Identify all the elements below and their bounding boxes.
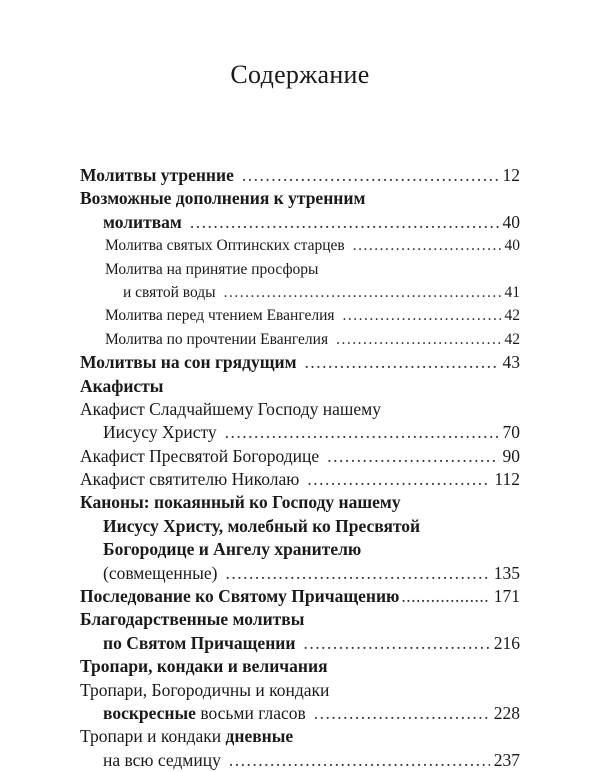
toc-entry-label: Акафист Сладчайшему Господу нашему	[80, 398, 381, 419]
toc-entry	[80, 281, 520, 304]
dot-leader	[327, 445, 498, 468]
toc-entry-label: восьми гласов	[195, 702, 306, 723]
toc-entry-label: Молитва святых Оптинских старцев	[105, 237, 345, 255]
dot-leader	[224, 281, 501, 304]
toc-entry-label: Молитва перед чтением Евангелия	[105, 307, 335, 325]
dot-leader	[190, 211, 499, 234]
toc-page-number: 40	[504, 237, 520, 255]
toc-entry	[80, 398, 520, 421]
toc-entry	[80, 655, 520, 678]
dot-leader	[314, 702, 490, 725]
toc-entry-label: Тропари, Богородичны и кондаки	[80, 679, 330, 700]
dot-leader	[229, 749, 490, 772]
toc-entry	[80, 725, 520, 748]
toc-entry	[80, 211, 520, 234]
toc-entry-label: Богородице и Ангелу хранителю	[103, 539, 362, 560]
page-title: Содержание	[230, 60, 370, 89]
dot-leader	[225, 421, 499, 444]
toc-entry-label: Молитвы утренние	[80, 165, 234, 185]
toc-page-number: 90	[502, 445, 520, 466]
toc-page-number: 42	[504, 330, 520, 348]
dot-leader	[303, 632, 489, 655]
table-of-contents	[80, 164, 520, 772]
toc-entry-label: дневные	[225, 726, 294, 747]
dot-leader	[401, 585, 489, 608]
toc-entry	[80, 749, 520, 772]
toc-entry	[80, 491, 520, 514]
toc-entry-label: по Святом Причащении	[103, 632, 296, 653]
toc-page-number: 40	[502, 211, 520, 232]
toc-entry	[80, 375, 520, 398]
toc-entry-label: Последование ко Святому Причащению	[80, 586, 400, 607]
toc-entry-label: Тропари, кондаки и величания	[80, 656, 328, 677]
toc-entry	[80, 187, 520, 210]
toc-page-number: 171	[493, 586, 520, 607]
toc-entry-label: Каноны: покаянный ко Господу нашему	[80, 492, 401, 513]
toc-page-number: 41	[504, 283, 520, 301]
toc-entry	[80, 445, 520, 468]
toc-entry	[80, 702, 520, 725]
toc-entry	[80, 258, 520, 281]
toc-page-number: 112	[494, 469, 520, 490]
dot-leader	[225, 562, 489, 585]
dot-leader	[305, 351, 499, 374]
toc-entry-label: Молитвы на сон грядущим	[80, 352, 297, 373]
toc-page-number: 70	[502, 422, 520, 443]
toc-entry	[80, 608, 520, 631]
toc-entry-label: молитвам	[103, 211, 182, 232]
toc-page-number: 12	[502, 165, 520, 185]
toc-page-number: 42	[504, 307, 520, 325]
toc-entry-label: Иисусу Христу	[103, 422, 217, 443]
toc-entry	[80, 562, 520, 585]
toc-entry	[80, 164, 520, 187]
toc-page-number: 237	[493, 749, 520, 770]
toc-entry	[80, 351, 520, 374]
toc-entry-label: Акафисты	[80, 375, 164, 396]
dot-leader	[336, 328, 500, 351]
toc-page-number: 135	[493, 562, 520, 583]
toc-entry-label: Иисусу Христу, молебный ко Пресвятой	[103, 515, 421, 536]
toc-entry-label: воскресные	[103, 702, 196, 723]
dot-leader	[242, 164, 499, 187]
toc-page-number: 43	[502, 352, 520, 373]
toc-entry-label: (совмещенные)	[103, 562, 218, 583]
toc-entry-label: Молитва по прочтении Евангелия	[105, 330, 329, 348]
toc-page-number: 228	[493, 702, 520, 723]
toc-entry	[80, 468, 520, 491]
toc-entry	[80, 328, 520, 351]
toc-entry	[80, 304, 520, 327]
toc-entry	[80, 515, 520, 538]
toc-entry-label: Акафист святителю Николаю	[80, 469, 300, 490]
toc-entry	[80, 234, 520, 257]
dot-leader	[307, 468, 490, 491]
dot-leader	[343, 304, 501, 327]
toc-entry	[80, 421, 520, 444]
toc-entry	[80, 632, 520, 655]
toc-entry-label: Акафист Пресвятой Богородице	[80, 445, 320, 466]
toc-entry-label: и святой воды	[123, 283, 216, 301]
toc-entry	[80, 585, 520, 608]
toc-entry-label: Молитва на принятие просфоры	[105, 260, 319, 278]
toc-entry-label: Тропари и кондаки	[80, 726, 226, 747]
toc-entry	[80, 679, 520, 702]
toc-entry-label: Благодарственные молитвы	[80, 609, 305, 630]
toc-entry-label: Возможные дополнения к утренним	[80, 188, 366, 209]
toc-entry-label: на всю седмицу	[103, 749, 221, 770]
dot-leader	[353, 234, 501, 257]
toc-entry	[80, 538, 520, 561]
toc-page-number: 216	[493, 632, 520, 653]
